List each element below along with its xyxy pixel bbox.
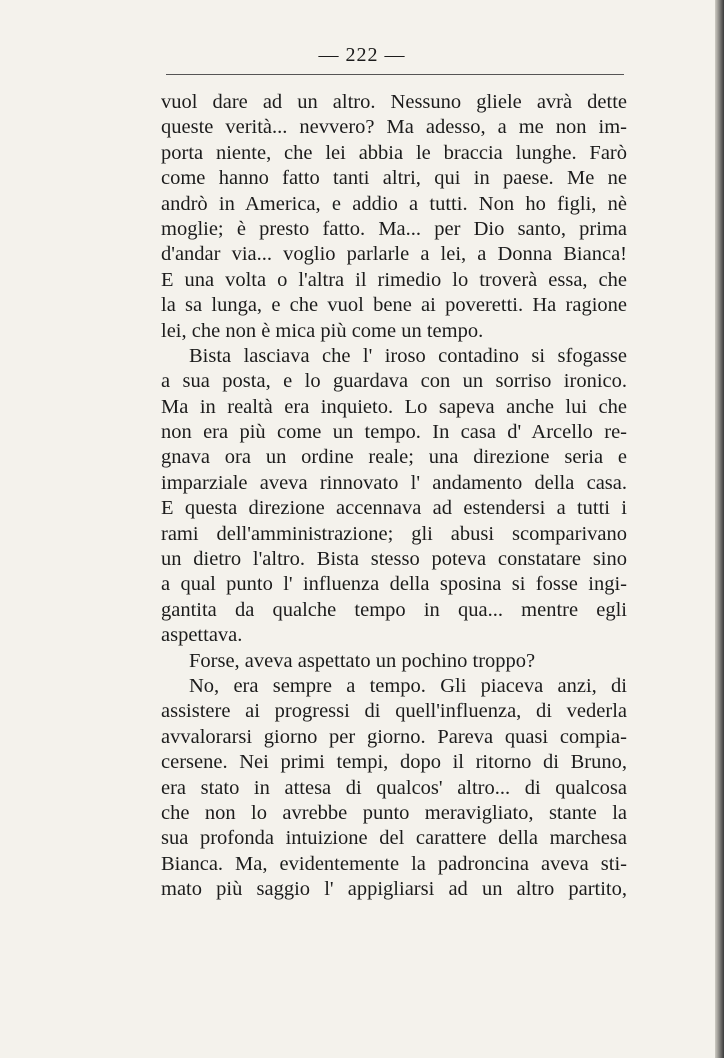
text-line: gnava ora un ordine reale; una direzione seria e [161,446,627,469]
text-line: cersene. Nei primi tempi, dopo il ritorno di Bruno, [161,751,627,774]
text-line: assistere ai progressi di quell'influenza, di vederla [161,700,627,723]
text-line: sua profonda intuizione del carattere della marchesa [161,827,627,850]
text-line: No, era sempre a tempo. Gli piaceva anzi, di [189,674,627,697]
text-line: era stato in attesa di qualcos' altro... di qualcosa [161,776,627,799]
text-line: Bista lasciava che l' iroso contadino si sfogasse [189,344,627,367]
text-line: d'andar via... voglio parlarle a lei, a Donna Bianca! [161,243,627,266]
text-line: moglie; è presto fatto. Ma... per Dio santo, prima [161,217,627,240]
text-line: mato più saggio l' appigliarsi ad un altro partito, [161,878,627,901]
text-line: avvalorarsi giorno per giorno. Pareva quasi compia- [161,725,627,748]
text-line: Bianca. Ma, evidentemente la padroncina aveva sti- [161,852,627,875]
text-line: E questa direzione accennava ad estendersi a tutti i [161,497,627,520]
page-number-header: — 222 — [318,44,406,66]
text-line: gantita da qualche tempo in qua... mentre egli [161,598,627,621]
text-line: porta niente, che lei abbia le braccia lunghe. Farò [161,141,627,164]
text-line: vuol dare ad un altro. Nessuno gliele avrà dette [161,91,627,113]
page-number: 222 [345,44,379,66]
page-edge-shadow [715,0,724,1058]
text-line: andrò in America, e addio a tutti. Non ho figli, nè [161,192,627,215]
body-text [161,90,627,903]
text-line: la sa lunga, e che vuol bene ai poveretti. Ha ragione [161,294,627,317]
text-line: Forse, aveva aspettato un pochino troppo? [189,649,536,672]
text-line: E una volta o l'altra il rimedio lo troverà essa, che [161,268,627,291]
text-line: a qual punto l' influenza della sposina si fosse ingi- [161,573,627,596]
text-line: lei, che non è mica più come un tempo. [161,319,484,342]
text-line: non era più come un tempo. In casa d' Arcello re- [161,421,627,444]
text-line: aspettava. [161,624,243,647]
text-line: queste verità... nevvero? Ma adesso, a me non im- [161,116,627,139]
text-line: imparziale aveva rinnovato l' andamento della casa. [161,471,627,494]
text-line: Ma in realtà era inquieto. Lo sapeva anche lui che [161,395,627,418]
text-line: a sua posta, e lo guardava con un sorriso ironico. [161,370,627,393]
text-line: un dietro l'altro. Bista stesso poteva constatare sino [161,548,627,571]
text-line: come hanno fatto tanti altri, qui in paese. Me ne [161,167,627,190]
text-line: che non lo avrebbe punto meravigliato, stante la [161,801,627,824]
header-rule [166,74,624,75]
text-line: rami dell'amministrazione; gli abusi scomparivano [161,522,627,545]
